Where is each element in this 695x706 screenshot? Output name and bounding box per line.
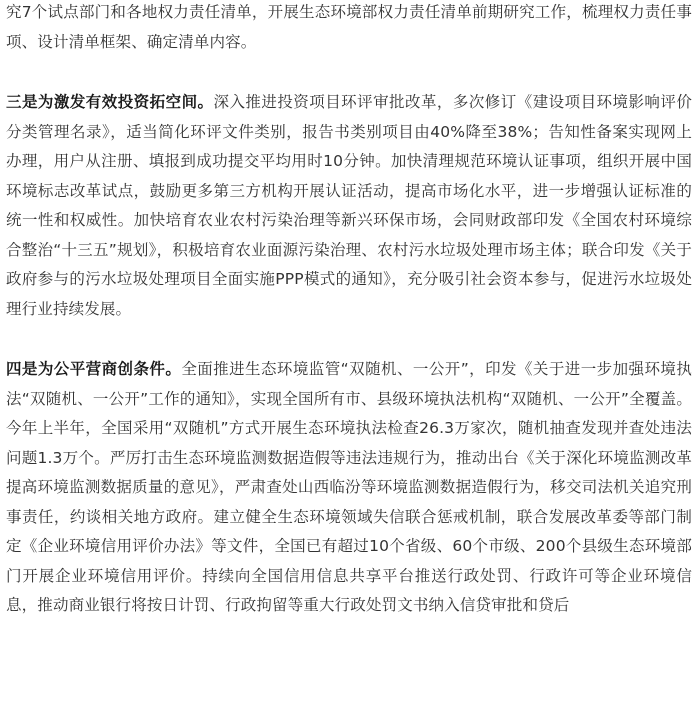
paragraph-2-lead: 三是为激发有效投资拓空间。	[6, 93, 214, 111]
article-body	[6, 0, 692, 621]
paragraph-3-lead: 四是为公平营商创条件。	[6, 360, 182, 378]
paragraph-3	[6, 355, 692, 621]
paragraph-2	[6, 88, 692, 324]
paragraph-1	[6, 0, 692, 57]
paragraph-2-text: 深入推进投资项目环评审批改革，多次修订《建设项目环境影响评价分类管理名录》，适当简化环评文件类别，报告书类别项目由40%降至38%；告知性备案实现网上办理，用户从注册、填报到成功提交平均用时10分钟。加快清理规范环境认证事项，组织开展中国环境标志改革试点，鼓励更多第三方机构开展认证活动，提高市场化水平，进一步增强认证标准的统一性和权威性。加快培育农业农村污染治理等新兴环保市场，会同财政部印发《全国农村环境综合整治“十三五”规划》，积极培育农业面源污染治理、农村污水垃圾处理市场主体；联合印发《关于政府参与的污水垃圾处理项目全面实施PPP模式的通知》，充分吸引社会资本参与，促进污水垃圾处理行业持续发展。	[6, 93, 692, 318]
paragraph-3-text: 全面推进生态环境监管“双随机、一公开”，印发《关于进一步加强环境执法“双随机、一公开”工作的通知》，实现全国所有市、县级环境执法机构“双随机、一公开”全覆盖。今年上半年，全国采用“双随机”方式开展生态环境执法检查26.3万家次，随机抽查发现并查处违法问题1.3万个。严厉打击生态环境监测数据造假等违法违规行为，推动出台《关于深化环境监测改革提高环境监测数据质量的意见》，严肃查处山西临汾等环境监测数据造假行为，移交司法机关追究刑事责任，约谈相关地方政府。建立健全生态环境领域失信联合惩戒机制，联合发展改革委等部门制定《企业环境信用评价办法》等文件，全国已有超过10个省级、60个市级、200个县级生态环境部门开展企业环境信用评价。持续向全国信用信息共享平台推送行政处罚、行政许可等企业环境信息，推动商业银行将按日计罚、行政拘留等重大行政处罚文书纳入信贷审批和贷后	[6, 360, 692, 614]
paragraph-1-text: 究7个试点部门和各地权力责任清单，开展生态环境部权力责任清单前期研究工作，梳理权力责任事项、设计清单框架、确定清单内容。	[6, 3, 692, 51]
